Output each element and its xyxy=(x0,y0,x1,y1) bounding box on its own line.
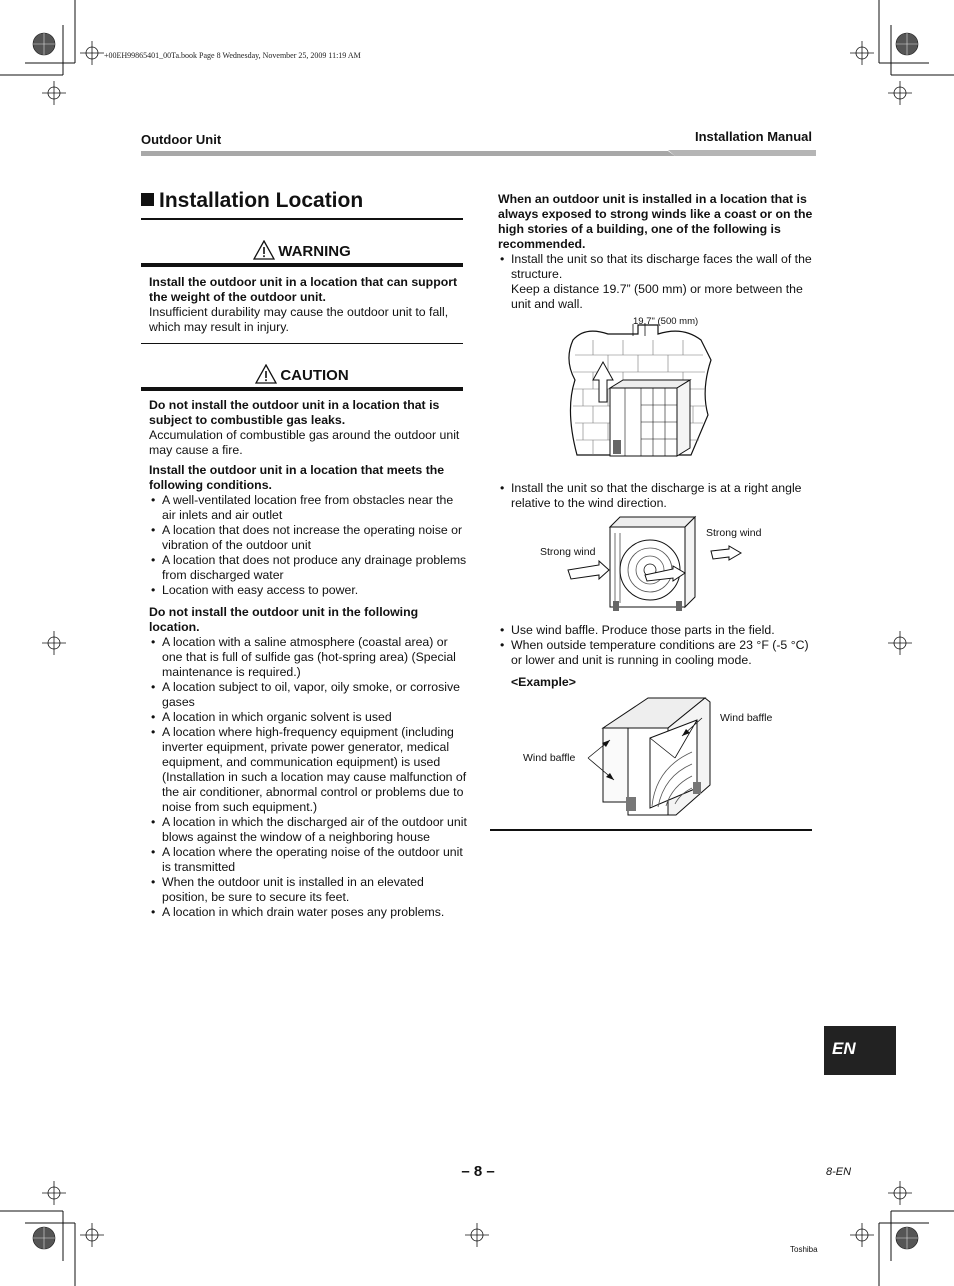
page-number-en: 8-EN xyxy=(826,1166,852,1178)
wind-baffle-label-right: Wind baffle xyxy=(720,712,773,724)
warning-text: Insufficient durability may cause the outdoor unit to fall, which may result in injury. xyxy=(149,305,449,334)
strong-wind-label-right: Strong wind xyxy=(706,527,762,539)
right-angle-figure xyxy=(563,513,748,613)
caution-p1-bold: Do not install the outdoor unit in a location that is subject to combustible gas leaks. xyxy=(149,398,440,427)
section-title-text: Installation Location xyxy=(159,189,364,212)
list-item: • Use wind baffle. Produce those parts in the field. xyxy=(498,623,814,638)
list-item: • Install the unit so that its discharge faces the wall of the structure. Keep a distance 19.7” (500 mm) or more between the unit and wall. xyxy=(498,252,814,312)
list-item: • A location that does not produce any drainage problems from discharged water xyxy=(149,553,467,583)
title-rule xyxy=(141,218,463,220)
caution-conditions-list xyxy=(149,493,467,598)
list-item: • A location in which drain water poses any problems. xyxy=(149,905,467,920)
caution-p1-text: Accumulation of combustible gas around the outdoor unit may cause a fire. xyxy=(149,428,460,457)
header-manual-name: Installation Manual xyxy=(694,129,812,144)
warning-banner xyxy=(141,240,463,260)
wind-list-2 xyxy=(498,481,814,511)
list-item: • A location where the operating noise of the outdoor unit is transmitted xyxy=(149,845,467,875)
caution-prohibited-list xyxy=(149,635,467,920)
list-item: • A location subject to oil, vapor, oily smoke, or corrosive gases xyxy=(149,680,467,710)
list-item: • A location in which organic solvent is used xyxy=(149,710,467,725)
wind-baffle-figure xyxy=(580,690,720,822)
example-label: <Example> xyxy=(511,675,576,689)
list-item: • A location in which the discharged air of the outdoor unit blows against the window of a neighboring house xyxy=(149,815,467,845)
book-print-line: +00EH99865401_00Ta.book Page 8 Wednesday, November 25, 2009 11:19 AM xyxy=(104,51,361,60)
section-title xyxy=(141,189,363,213)
wind-list-1 xyxy=(498,252,814,312)
wall-facing-figure xyxy=(563,320,713,470)
language-tab xyxy=(824,1026,896,1075)
caution-rule xyxy=(141,387,463,391)
caution-label: CAUTION xyxy=(280,367,349,384)
language-tab-label: EN xyxy=(832,1039,856,1058)
wind-intro xyxy=(498,192,814,312)
square-bullet-icon xyxy=(141,193,154,206)
warning-triangle-icon xyxy=(253,240,275,260)
list-item: • A well-ventilated location free from obstacles near the air inlets and air outlet xyxy=(149,493,467,523)
list-item: • When the outdoor unit is installed in an elevated position, be sure to secure its feet. xyxy=(149,875,467,905)
page-number: – 8 – xyxy=(461,1163,495,1180)
list-item: • A location with a saline atmosphere (coastal area) or one that is full of sulfide gas (hot-spring area) (Special maintenance is required.) xyxy=(149,635,467,680)
caution-triangle-icon xyxy=(255,364,277,384)
list-item: • Location with easy access to power. xyxy=(149,583,467,598)
warning-bottom-rule xyxy=(141,343,463,344)
brand-name: Toshiba xyxy=(790,1245,818,1254)
list-item: • A location that does not increase the operating noise or vibration of the outdoor unit xyxy=(149,523,467,553)
strong-wind-label-left: Strong wind xyxy=(540,546,596,558)
list-item: • When outside temperature conditions are 23 °F (-5 °C) or lower and unit is running in cooling mode. xyxy=(498,638,814,668)
wind-list-3 xyxy=(498,623,814,690)
wind-baffle-label-left: Wind baffle xyxy=(523,752,576,764)
warning-bold-text: Install the outdoor unit in a location that can support the weight of the outdoor unit. xyxy=(149,275,458,304)
warning-label: WARNING xyxy=(278,243,351,260)
distance-label: 19.7" (500 mm) xyxy=(633,316,699,327)
list-item: • A location where high-frequency equipment (including inverter equipment, private power generator, medical equipment, and communication equipment) is used (Installation in such a location may cause malfunction of the air conditioner, abnormal control or problems due to noise from such equipment.) xyxy=(149,725,467,815)
caution-p2-bold: Install the outdoor unit in a location that meets the following conditions. xyxy=(149,463,445,492)
wind-intro-bold: When an outdoor unit is installed in a location that is always exposed to strong winds like a coast or on the high stories of a building, one of the following is recommended. xyxy=(498,192,813,251)
warning-body xyxy=(149,275,467,335)
caution-body xyxy=(149,398,467,920)
list-item: • Install the unit so that the discharge is at a right angle relative to the wind direction. xyxy=(498,481,814,511)
caution-banner xyxy=(141,364,463,384)
header-bar xyxy=(141,150,816,157)
section-end-rule xyxy=(490,829,812,831)
warning-rule xyxy=(141,263,463,267)
header-section-name: Outdoor Unit xyxy=(141,132,222,147)
caution-p3-bold: Do not install the outdoor unit in the following location. xyxy=(149,605,419,634)
